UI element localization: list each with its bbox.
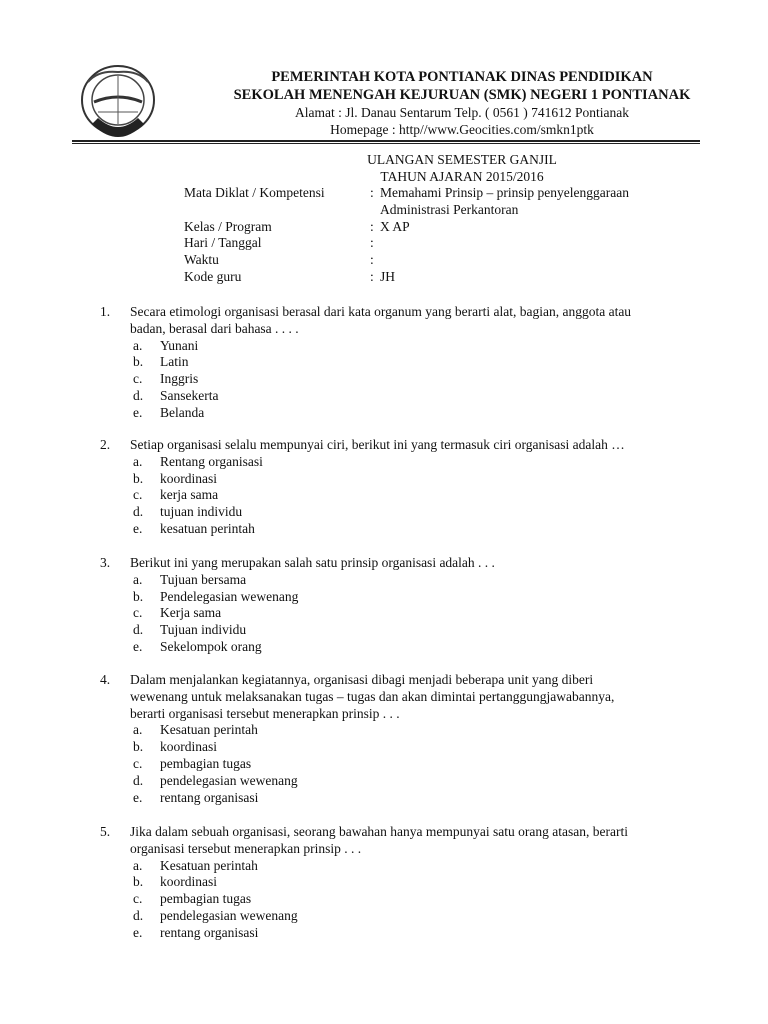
meta-label: Kode guru bbox=[184, 268, 242, 284]
header-homepage: Homepage : http//www.Geocities.com/smkn1ptk bbox=[330, 122, 594, 137]
answer-option bbox=[100, 572, 720, 589]
option-text: Sansekerta bbox=[160, 387, 219, 403]
answer-option bbox=[100, 338, 720, 355]
option-text: Yunani bbox=[160, 337, 199, 353]
exam-meta bbox=[184, 185, 629, 286]
answer-option bbox=[100, 858, 720, 875]
answer-option bbox=[100, 388, 720, 405]
option-letter: b. bbox=[133, 874, 144, 890]
answer-option bbox=[100, 925, 720, 942]
question-number bbox=[100, 841, 130, 858]
option-letter: c. bbox=[133, 487, 143, 503]
meta-label: Mata Diklat / Kompetensi bbox=[184, 185, 325, 200]
meta-row: Hari / Tanggal : bbox=[184, 235, 374, 251]
question-4 bbox=[100, 672, 720, 806]
option-text: koordinasi bbox=[160, 470, 217, 486]
answer-option bbox=[100, 639, 720, 656]
option-letter: a. bbox=[133, 571, 143, 587]
question-1 bbox=[100, 304, 720, 422]
question-number bbox=[100, 706, 130, 723]
option-letter: a. bbox=[133, 453, 143, 469]
question-number: 2. bbox=[100, 437, 111, 452]
meta-row: Kode guru : JH bbox=[184, 268, 396, 284]
option-letter: b. bbox=[133, 354, 144, 370]
option-text: pembagian tugas bbox=[160, 755, 252, 771]
option-text: Tujuan individu bbox=[160, 622, 247, 638]
option-text: Inggris bbox=[160, 371, 199, 387]
question-text: badan, berasal dari bahasa . . . . bbox=[130, 320, 299, 336]
exam-title-block bbox=[200, 152, 724, 185]
option-text: kerja sama bbox=[160, 487, 219, 503]
question-text: Jika dalam sebuah organisasi, seorang bawahan hanya mempunyai satu orang atasan, berarti bbox=[130, 824, 628, 839]
option-letter: b. bbox=[133, 739, 144, 755]
option-letter: a. bbox=[133, 722, 143, 738]
answer-option bbox=[100, 756, 720, 773]
option-letter: e. bbox=[133, 520, 143, 536]
option-text: Pendelegasian wewenang bbox=[160, 588, 299, 604]
option-text: koordinasi bbox=[160, 739, 217, 755]
answer-option bbox=[100, 722, 720, 739]
option-letter: c. bbox=[133, 605, 143, 621]
option-letter: e. bbox=[133, 789, 143, 805]
option-letter: c. bbox=[133, 371, 143, 387]
question-5 bbox=[100, 824, 720, 942]
meta-value: JH bbox=[380, 268, 396, 284]
letterhead bbox=[200, 68, 724, 138]
option-letter: d. bbox=[133, 387, 144, 403]
option-text: pendelegasian wewenang bbox=[160, 907, 298, 923]
question-3 bbox=[100, 555, 720, 656]
answer-option bbox=[100, 773, 720, 790]
answer-option bbox=[100, 454, 720, 471]
option-text: rentang organisasi bbox=[160, 924, 259, 940]
exam-title: ULANGAN SEMESTER GANJIL bbox=[367, 152, 557, 167]
meta-row bbox=[184, 202, 629, 219]
question-number: 5. bbox=[100, 824, 111, 839]
question-text: Setiap organisasi selalu mempunyai ciri, berikut ini yang termasuk ciri organisasi adalah … bbox=[130, 437, 625, 452]
answer-option bbox=[100, 354, 720, 371]
option-text: Tujuan bersama bbox=[160, 571, 247, 587]
option-letter: d. bbox=[133, 504, 144, 520]
answer-option bbox=[100, 790, 720, 807]
option-text: koordinasi bbox=[160, 874, 217, 890]
meta-row: Waktu : bbox=[184, 252, 374, 268]
option-letter: a. bbox=[133, 857, 143, 873]
option-text: kesatuan perintah bbox=[160, 520, 255, 536]
answer-option bbox=[100, 504, 720, 521]
answer-option bbox=[100, 589, 720, 606]
option-text: Kerja sama bbox=[160, 605, 222, 621]
option-letter: d. bbox=[133, 907, 144, 923]
question-2 bbox=[100, 437, 720, 538]
answer-option bbox=[100, 622, 720, 639]
header-line1: PEMERINTAH KOTA PONTIANAK DINAS PENDIDIKAN bbox=[271, 69, 653, 85]
question-number bbox=[100, 689, 130, 706]
option-text: Rentang organisasi bbox=[160, 453, 263, 469]
option-text: Kesatuan perintah bbox=[160, 722, 258, 738]
option-text: pendelegasian wewenang bbox=[160, 772, 298, 788]
question-number bbox=[100, 321, 130, 338]
option-letter: a. bbox=[133, 337, 143, 353]
question-text: Berikut ini yang merupakan salah satu prinsip organisasi adalah . . . bbox=[130, 555, 495, 570]
meta-label: Waktu bbox=[184, 252, 219, 268]
option-letter: b. bbox=[133, 470, 144, 486]
answer-option bbox=[100, 521, 720, 538]
question-text: Secara etimologi organisasi berasal dari kata organum yang berarti alat, bagian, anggota atau bbox=[130, 304, 632, 319]
answer-option bbox=[100, 891, 720, 908]
option-text: rentang organisasi bbox=[160, 789, 259, 805]
meta-label: Hari / Tanggal bbox=[184, 235, 262, 251]
option-letter: e. bbox=[133, 924, 143, 940]
meta-label: Kelas / Program bbox=[184, 218, 272, 234]
school-logo-emblem bbox=[78, 62, 158, 144]
answer-option bbox=[100, 487, 720, 504]
option-text: Kesatuan perintah bbox=[160, 857, 258, 873]
question-text: wewenang untuk melaksanakan tugas – tugas dan akan dimintai pertanggungjawabannya, bbox=[130, 688, 615, 704]
exam-year: TAHUN AJARAN 2015/2016 bbox=[380, 168, 544, 184]
option-text: Belanda bbox=[160, 404, 205, 420]
meta-value: X AP bbox=[380, 218, 410, 234]
answer-option bbox=[100, 371, 720, 388]
answer-option bbox=[100, 405, 720, 422]
meta-row: Mata Diklat / Kompetensi : Memahami Prinsip – prinsip penyelenggaraan bbox=[184, 185, 629, 200]
header-divider bbox=[72, 140, 700, 144]
header-address: Alamat : Jl. Danau Sentarum Telp. ( 0561 ) 741612 Pontianak bbox=[295, 105, 629, 120]
answer-option bbox=[100, 874, 720, 891]
option-text: pembagian tugas bbox=[160, 891, 252, 907]
answer-option bbox=[100, 605, 720, 622]
option-letter: e. bbox=[133, 404, 143, 420]
header-line2: SEKOLAH MENENGAH KEJURUAN (SMK) NEGERI 1 PONTIANAK bbox=[233, 87, 691, 103]
option-text: tujuan individu bbox=[160, 504, 243, 520]
question-number: 4. bbox=[100, 672, 111, 687]
option-letter: d. bbox=[133, 772, 144, 788]
question-number: 3. bbox=[100, 555, 111, 570]
meta-value: Administrasi Perkantoran bbox=[380, 201, 519, 217]
question-text: berarti organisasi tersebut menerapkan prinsip . . . bbox=[130, 705, 400, 721]
question-text: organisasi tersebut menerapkan prinsip . . . bbox=[130, 840, 362, 856]
question-number: 1. bbox=[100, 304, 111, 319]
option-letter: c. bbox=[133, 891, 143, 907]
option-letter: b. bbox=[133, 588, 144, 604]
option-letter: c. bbox=[133, 755, 143, 771]
answer-option bbox=[100, 739, 720, 756]
answer-option bbox=[100, 471, 720, 488]
question-text: Dalam menjalankan kegiatannya, organisasi dibagi menjadi beberapa unit yang diberi bbox=[130, 672, 594, 687]
answer-option bbox=[100, 908, 720, 925]
meta-row: Kelas / Program : X AP bbox=[184, 218, 410, 234]
option-text: Latin bbox=[160, 354, 189, 370]
option-letter: e. bbox=[133, 638, 143, 654]
option-text: Sekelompok orang bbox=[160, 638, 262, 654]
meta-value: Memahami Prinsip – prinsip penyelenggaraan bbox=[380, 185, 629, 200]
option-letter: d. bbox=[133, 622, 144, 638]
